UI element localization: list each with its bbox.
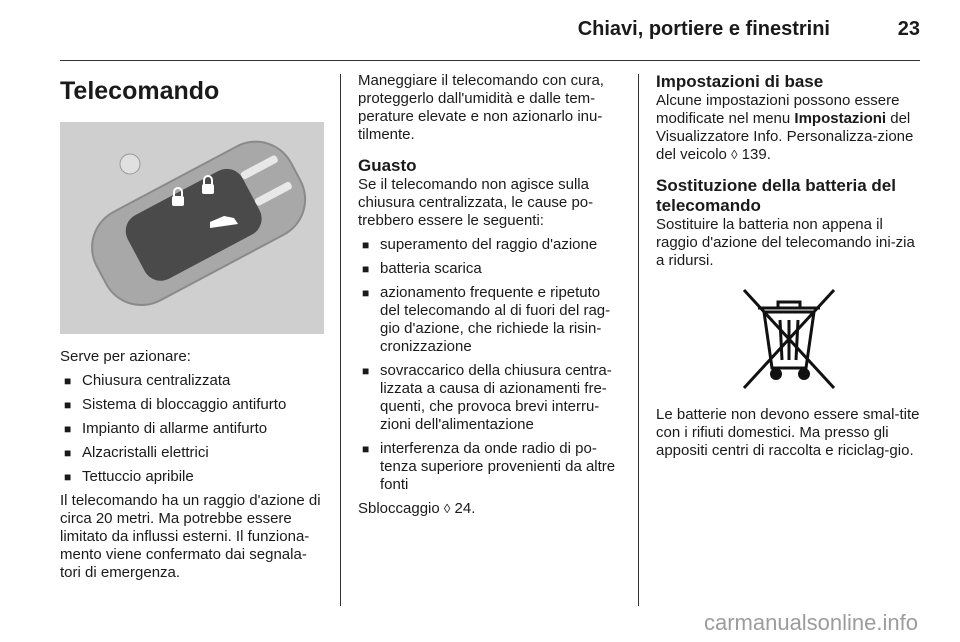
header-rule [60, 60, 920, 61]
remote-key-image [60, 122, 324, 334]
list-item: ■ superamento del raggio d'azione [358, 236, 624, 254]
fault-intro: Se il telecomando non agisce sulla chiusura centralizzata, le cause po-trebbero essere le seguenti: [358, 176, 594, 229]
intro-text: Serve per azionare: [60, 348, 191, 365]
column-left [60, 72, 326, 582]
list-item: ■ Impianto di allarme antifurto [60, 420, 326, 438]
page-number: 23 [897, 18, 920, 40]
page-ref-icon: ◊ [731, 147, 738, 162]
range-paragraph: Il telecomando ha un raggio d'azione di circa 20 metri. Ma potrebbe essere limitato da influssi esterni. Il funziona-mento viene confermato dai segnala-tori di emergenza. [60, 492, 321, 581]
column-divider-2 [638, 74, 639, 606]
battery-heading: Sostituzione della batteria del telecomando [656, 176, 896, 215]
settings-heading: Impostazioni di base [656, 72, 824, 91]
column-right [656, 72, 922, 460]
section-title: Telecomando [60, 77, 220, 105]
crossed-bin-icon [734, 288, 844, 392]
list-item: ■ interferenza da onde radio di po-tenza superiore provenienti da altre fonti [358, 440, 624, 494]
fault-list [358, 236, 624, 494]
page-header [60, 14, 920, 44]
battery-paragraph: Sostituire la batteria non appena il raggio d'azione del telecomando ini-zia a ridursi. [656, 216, 915, 269]
reference-page[interactable]: 139. [741, 146, 771, 163]
list-item: ■ Sistema di bloccaggio antifurto [60, 396, 326, 414]
disposal-paragraph: Le batterie non devono essere smal-tite con i rifiuti domestici. Ma presso gli appositi centri di raccolta e riciclag-gio. [656, 406, 920, 459]
list-item: ■ sovraccarico della chiusura centra-lizzata a causa di azionamenti fre-quenti, che provoca brevi interru-zioni dell'alimentazione [358, 362, 624, 434]
settings-menu-name: Impostazioni [794, 110, 887, 127]
care-paragraph: Maneggiare il telecomando con cura, proteggerlo dall'umidità e dalle tem-perature elevate e non azionarlo inu-tilmente. [358, 72, 604, 143]
list-item: ■ Tettuccio apribile [60, 468, 326, 486]
column-divider-1 [340, 74, 341, 606]
settings-paragraph [656, 92, 922, 164]
watermark: carmanualsonline.info [703, 610, 918, 635]
settings-text-end: del Visualizzatore Info. Personalizza-zione del veicolo [656, 110, 914, 163]
list-item: ■ azionamento frequente e ripetuto del telecomando al di fuori del rag-gio d'azione, che richiede la risin-cronizzazione [358, 284, 624, 356]
list-item: ■ Chiusura centralizzata [60, 372, 326, 390]
column-middle [358, 72, 624, 518]
reference-page[interactable]: 24. [454, 500, 476, 517]
reference-text: Sbloccaggio [358, 500, 440, 517]
settings-text-start: Alcune impostazioni possono essere modificate nel menu [656, 92, 900, 127]
unlock-reference [358, 500, 624, 518]
function-list [60, 372, 326, 486]
page-ref-icon: ◊ [443, 501, 451, 516]
list-item: ■ Alzacristalli elettrici [60, 444, 326, 462]
chapter-title: Chiavi, portiere e finestrini [577, 18, 830, 40]
list-item: ■ batteria scarica [358, 260, 624, 278]
fault-heading: Guasto [358, 156, 417, 175]
